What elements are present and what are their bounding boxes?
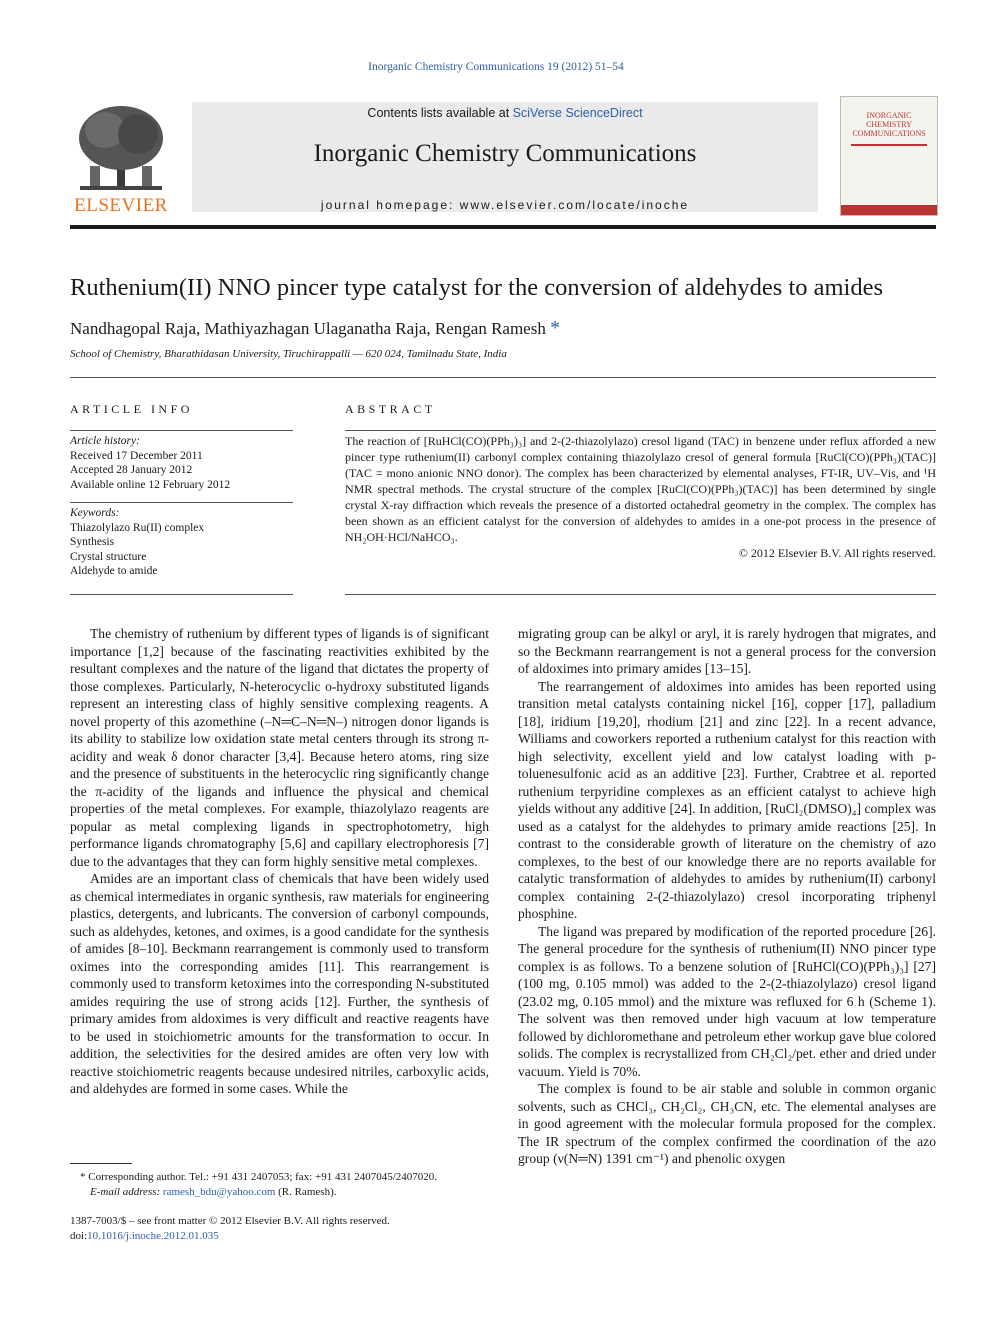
title-rule	[70, 377, 936, 378]
keywords-label: Keywords:	[70, 507, 120, 519]
keyword: Synthesis	[70, 536, 115, 548]
keywords-rule	[70, 502, 293, 503]
journal-homepage[interactable]: journal homepage: www.elsevier.com/locate/inoche	[320, 198, 690, 212]
article-info-rule	[70, 430, 293, 431]
email-link[interactable]: ramesh_bdu@yahoo.com	[162, 1185, 276, 1198]
history-online: Available online 12 February 2012	[70, 478, 231, 491]
email-line: E-mail address: ramesh_bdu@yahoo.com (R. Ramesh).	[90, 1185, 337, 1198]
article-info-heading: ARTICLE INFO	[70, 402, 193, 416]
keyword: Thiazolylazo Ru(II) complex	[70, 521, 205, 534]
issn-line: 1387-7003/$ – see front matter © 2012 Elsevier B.V. All rights reserved.	[70, 1215, 390, 1227]
abstract-heading: ABSTRACT	[345, 402, 436, 416]
abstract-bottom-rule	[345, 594, 936, 595]
history-received: Received 17 December 2011	[70, 449, 203, 462]
body-paragraph: The complex is found to be air stable and soluble in common organic solvents, such as CHCl₃, CH₂Cl₂, CH₃CN, etc. The elemental analyses are in good agreement with the molecular formula proposed for the complex. The IR spectrum of the complex confirmed the coordination of the azo group (ν(N═N) 1391 cm⁻¹) and phenolic oxygen	[518, 1081, 936, 1166]
cover-title-line: INORGANIC	[866, 111, 912, 120]
article-history	[70, 434, 293, 492]
author-list: Nandhagopal Raja, Mathiyazhagan Ulaganatha Raja, Rengan Ramesh *	[70, 317, 561, 339]
journal-citation[interactable]: Inorganic Chemistry Communications 19 (2012) 51–54	[368, 61, 624, 73]
body-column-right	[518, 625, 936, 1168]
history-label: Article history:	[70, 435, 140, 447]
doi-link[interactable]: 10.1016/j.inoche.2012.01.035	[87, 1229, 219, 1242]
affiliation: School of Chemistry, Bharathidasan University, Tiruchirappalli — 620 024, Tamilnadu State, India	[70, 348, 507, 360]
abstract-body	[345, 433, 936, 561]
corresponding-author-mark[interactable]: *	[550, 317, 561, 339]
abstract-text: The reaction of [RuHCl(CO)(PPh₃)₃] and 2-(2-thiazolylazo) cresol ligand (TAC) in benzene under reflux afforded a new pincer type ruthenium(II) carbonyl complex containing thiazolylazo cresol of general formula [RuCl(CO)(PPh₃)(TAC)] (TAC = mono anionic NNO donor). The complex has been characterized by elemental analyses, FT-IR, UV–Vis, and ¹H NMR spectral methods. The crystal structure of the complex [RuCl(CO)(PPh₃)(TAC)] has been determined by single crystal X-ray diffraction which reveals the presence of a distorted octahedral geometry in the complex. The complex has been shown as an efficient catalyst for the conversion of aldehydes to amides in a one-pot process in the presence of NH₂OH·HCl/NaHCO₃.	[345, 434, 936, 544]
keywords	[70, 506, 293, 579]
journal-title: Inorganic Chemistry Communications	[313, 140, 697, 167]
elsevier-wordmark: ELSEVIER	[74, 195, 168, 216]
abstract-copyright: © 2012 Elsevier B.V. All rights reserved.	[738, 546, 936, 560]
sciencedirect-link[interactable]: SciVerse ScienceDirect	[512, 106, 643, 120]
body-paragraph: migrating group can be alkyl or aryl, it is rarely hydrogen that migrates, and so the Beckmann rearrangement is not a general process for the conversion of aldoximes into primary amides [13–15].	[518, 626, 936, 676]
body-paragraph: The ligand was prepared by modification of the reported procedure [26]. The general procedure for the synthesis of ruthenium(II) NNO pincer type complex is as follows. To a benzene solution of [RuHCl(CO)(PPh₃)₃] [27] (100 mg, 0.105 mmol) was added to the 2-(2-thiazolylazo) cresol ligand (23.02 mg, 0.105 mmol) and the mixture was refluxed for 6 h (Scheme 1). The solvent was then removed under high vacuum at low temperature followed by dichloromethane and petroleum ether workup gave blue colored solids. The complex is recrystallized from CH₂Cl₂/pet. ether and dried under vacuum. Yield is 70%.	[518, 923, 936, 1079]
body-column-left	[70, 625, 489, 1098]
corresponding-author-note: * Corresponding author. Tel.: +91 431 2407053; fax: +91 431 2407045/2407020.	[80, 1171, 437, 1183]
header-rule	[70, 225, 936, 229]
journal-cover-thumbnail[interactable]	[840, 96, 938, 216]
body-paragraph: Amides are an important class of chemicals that have been widely used as chemical intermediates in organic synthesis, raw materials for engineering plastics, detergents, and lubricants. The conversion of carbonyl compounds, such as aldehydes, ketones, and oximes, is a good candidate for the synthesis of amides [8–10]. Beckmann rearrangement is commonly used to transform oximes into the corresponding amides [11]. This rearrangement is commonly used to transform ketoximes into the corresponding N-substituted amides requiring the use of strong acids [12]. Further, the synthesis of primary amides from aldoximes is very difficult and reactive reagents have to be used in stoichiometric amounts for the transformation to occur. In addition, the selectivities for the desired amides are often very low with reactive stoichiometric reagents because undesired nitriles, carboxylic acids, and aldehydes are formed in some cases. While the	[70, 871, 489, 1096]
body-paragraph: The rearrangement of aldoximes into amides has been reported using transition metal catalysts containing nickel [16], copper [17], palladium [18], iridium [19,20], rhodium [21] and zinc [22]. In a recent advance, Williams and coworkers reported a ruthenium catalyst for this reaction with high selectivity, excellent yield and low catalyst loading with p-toluenesulfonic acid as an additive [23]. Further, Crabtree et al. reported ruthenium terpyridine complexes as an efficient catalyst to achieve high yields without any additive [24]. In addition, [RuCl₂(DMSO)₄] complex was used as a catalyst for the aldehydes to primary amide reactions [25]. In contrast to the considerable growth of literature on the chemistry of azo complexes, to the best of our knowledge there are no reports available for catalytic transformation of aldehydes to amides by ruthenium(II) carbonyl complex containing 2-(2-thiazolylazo) cresol incorporating triphenyl phosphine.	[518, 678, 936, 921]
front-matter	[70, 1214, 500, 1243]
body-paragraph: The chemistry of ruthenium by different types of ligands is of significant importance [1,2] because of the fascinating reactivities exhibited by the resultant complexes and the nature of the ligand that dictates the property of those complexes. Particularly, N-heterocyclic o-hydroxy substituted ligands represent an interesting class of highly sensitive complexing reagents. A novel property of this azomethine (–N═C–N═N–) nitrogen donor ligands is its ability to stabilize low oxidation state metal centers through its strong π-acidity and weak δ donor character [3,4]. Because hetero atoms, ring size and the presence of substituents in the heterocyclic ring significantly change the π-acidity of the ligands and influence the physical and chemical properties of the metal complexes. For example, thiazolylazo reagents are popular as metal complexing ligands in spectrophotometry, high performance ligands chromatography [5,6] and capillary electrophoresis [7] due to the advantages that they can form highly sensitive metal complexes.	[70, 626, 489, 869]
footnote-rule	[70, 1163, 132, 1164]
doi-line: doi:10.1016/j.inoche.2012.01.035	[70, 1229, 219, 1242]
footnote	[80, 1170, 490, 1199]
article-title: Ruthenium(II) NNO pincer type catalyst for the conversion of aldehydes to amides	[70, 274, 884, 301]
cover-title-line: COMMUNICATIONS	[852, 129, 926, 138]
keyword: Crystal structure	[70, 550, 147, 563]
cover-title-line: CHEMISTRY	[866, 120, 912, 129]
abstract-rule	[345, 430, 936, 431]
keyword: Aldehyde to amide	[70, 565, 158, 577]
contents-line: Contents lists available at SciVerse ScienceDirect	[367, 106, 643, 120]
history-accepted: Accepted 28 January 2012	[70, 464, 193, 476]
article-info-bottom-rule	[70, 594, 293, 595]
